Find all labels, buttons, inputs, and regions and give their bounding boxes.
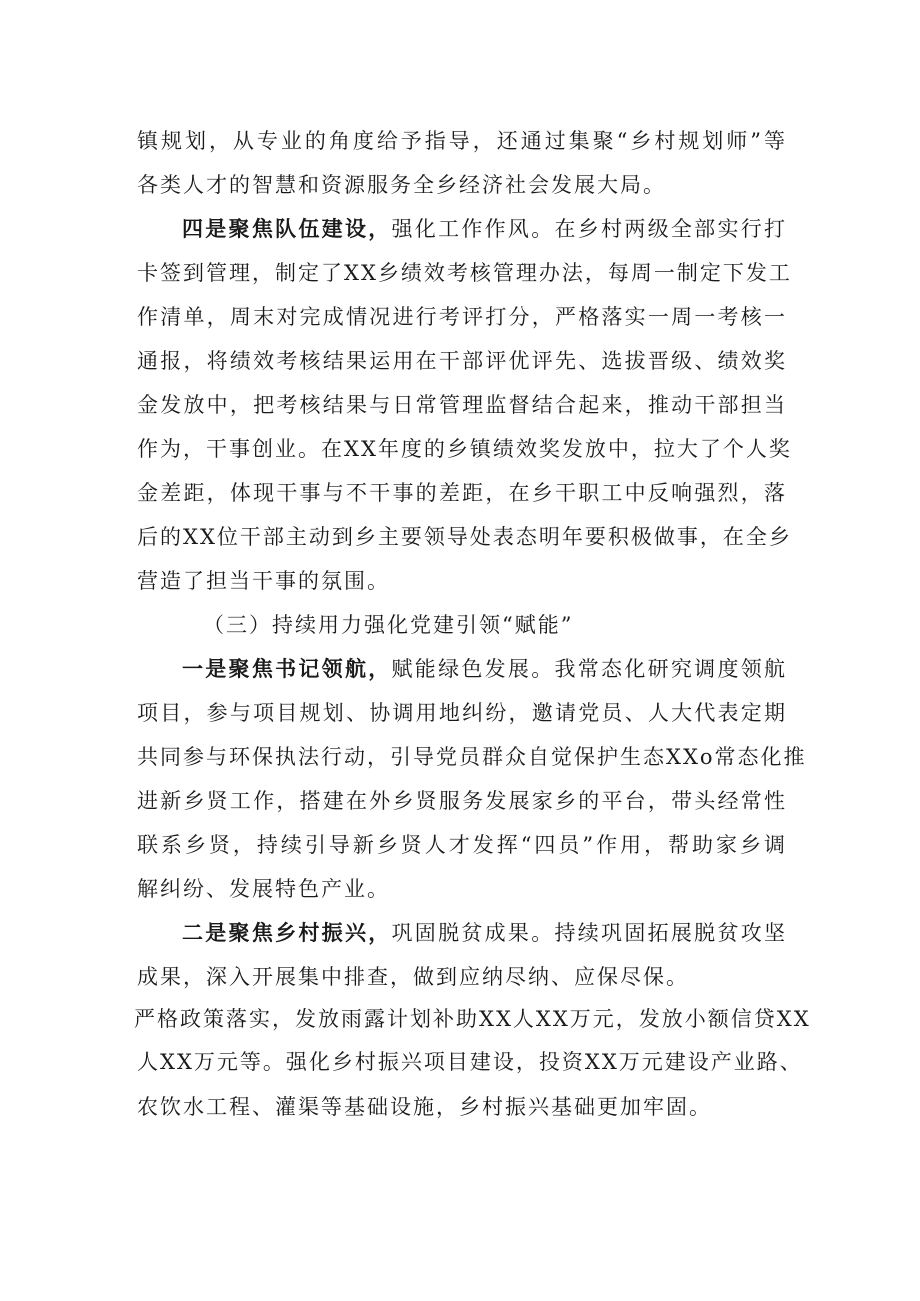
- paragraph-line: 营造了担当干事的氛围。: [137, 569, 390, 593]
- paragraph-line: 作清单，周末对完成情况进行考评打分，严格落实一周一考核一: [137, 305, 787, 329]
- paragraph-line: 各类人才的智慧和资源服务全乡经济社会发展大局。: [137, 173, 666, 197]
- paragraph-text: 赋能绿色发展。我常态化研究调度领航: [391, 657, 788, 681]
- paragraph-line: 共同参与环保执法行动，引导党员群众自觉保护生态XXo常态化推: [137, 745, 807, 769]
- paragraph-text: 强化工作作风。在乡村两级全部实行打: [391, 217, 788, 241]
- paragraph-line: 成果，深入开展集中排查，做到应纳尽纳、应保尽保。: [137, 965, 689, 989]
- paragraph-lead: 四是聚焦队伍建设，: [182, 216, 392, 241]
- paragraph-line: 金发放中，把考核结果与日常管理监督结合起来，推动干部担当: [137, 393, 787, 417]
- paragraph-line: [182, 214, 787, 244]
- paragraph-line: 农饮水工程、灌渠等基础设施，乡村振兴基础更加牢固。: [137, 1095, 712, 1119]
- paragraph-line: 联系乡贤，持续引导新乡贤人才发挥“四员”作用，帮助家乡调: [137, 833, 787, 857]
- paragraph-line: 作为，干事创业。在XX年度的乡镇绩效奖发放中，拉大了个人奖: [137, 437, 792, 461]
- paragraph-text: 巩固脱贫成果。持续巩固拓展脱贫攻坚: [391, 921, 788, 945]
- paragraph-line: 人XX万元等。强化乡村振兴项目建设，投资XX万元建设产业路、: [137, 1050, 803, 1074]
- paragraph-line: 通报，将绩效考核结果运用在干部评优评先、选拔晋级、绩效奖: [137, 349, 787, 373]
- paragraph-line: 后的XX位干部主动到乡主要领导处表态明年要积极做事，在全乡: [137, 525, 792, 549]
- paragraph-line: 项目，参与项目规划、协调用地纠纷，邀请党员、人大代表定期: [137, 701, 787, 725]
- paragraph-line: 卡签到管理，制定了XX乡绩效考核管理办法，每周一制定下发工: [137, 261, 792, 285]
- paragraph-line: 进新乡贤工作，搭建在外乡贤服务发展家乡的平台，带头经常性: [137, 789, 787, 813]
- paragraph-line: 严格政策落实，发放雨露计划补助XX人XX万元，发放小额信贷XX: [134, 1007, 811, 1031]
- section-heading: （三）持续用力强化党建引领“赋能”: [203, 613, 574, 637]
- paragraph-line: 金差距，体现干事与不干事的差距，在乡干职工中反响强烈，落: [137, 481, 787, 505]
- paragraph-line: 解纠纷、发展特色产业。: [137, 877, 390, 901]
- paragraph-line: [182, 918, 787, 948]
- paragraph-line: 镇规划，从专业的角度给予指导，还通过集聚“乡村规划师”等: [137, 129, 787, 153]
- paragraph-lead: 一是聚焦书记领航，: [182, 656, 392, 681]
- paragraph-line: [182, 654, 787, 684]
- paragraph-lead: 二是聚焦乡村振兴，: [182, 920, 392, 945]
